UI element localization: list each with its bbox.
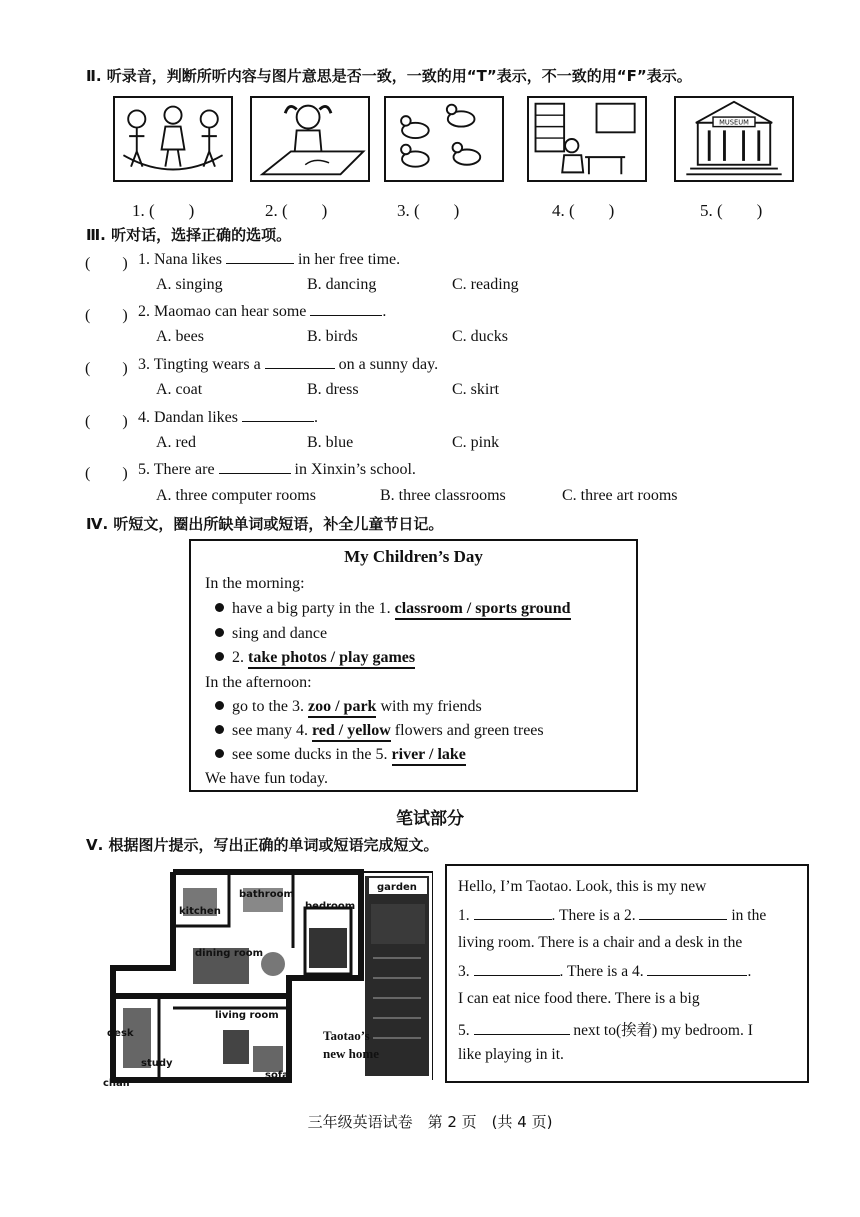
plan-label-kitchen: kitchen (179, 906, 221, 917)
q4-blank[interactable] (242, 408, 314, 422)
q2-blank[interactable] (310, 302, 382, 316)
q2-stem-a: 2. Maomao can hear some (138, 303, 307, 320)
answer-paren-1[interactable]: 1. ( ) (132, 201, 195, 220)
q5-blank[interactable] (219, 460, 291, 474)
plan-label-bathroom: bathroom (239, 889, 294, 900)
diary-closing: We have fun today. (205, 770, 328, 787)
diary-item-4 (215, 698, 482, 716)
answer-paren-3[interactable]: 3. ( ) (397, 201, 460, 220)
q5-stem-a: 5. There are (138, 461, 215, 478)
q5-option-c[interactable]: C. three art rooms (562, 487, 678, 504)
answer-paren-2[interactable]: 2. ( ) (265, 201, 328, 220)
diary-afternoon-heading: In the afternoon: (205, 674, 312, 691)
q2-stem-b: . (382, 303, 387, 320)
museum-sign-text: MUSEUM (719, 118, 749, 127)
plan-label-garden: garden (377, 882, 417, 893)
passage-line-5: I can eat nice food there. There is a big (458, 990, 700, 1007)
passage-line-6b: next to(挨着) my bedroom. I (573, 1022, 753, 1039)
plan-label-chair: chair (103, 1078, 132, 1089)
bullet-icon (215, 749, 224, 758)
passage-line-6 (458, 1018, 753, 1040)
plan-label-study: study (141, 1058, 173, 1069)
passage-line-7: like playing in it. (458, 1046, 564, 1063)
q4-stem (138, 408, 318, 427)
q4-option-a[interactable]: A. red (156, 434, 196, 451)
passage-line-2c: in the (731, 907, 767, 924)
diary-item-1 (215, 600, 571, 618)
diary-item-1-text: have a big party in the 1. (232, 600, 391, 617)
q2-option-a[interactable]: A. bees (156, 328, 204, 345)
q3-blank[interactable] (265, 355, 335, 369)
passage-blank-5[interactable] (474, 1021, 570, 1035)
q2-option-c[interactable]: C. ducks (452, 328, 508, 345)
q3-option-a[interactable]: A. coat (156, 381, 203, 398)
passage-blank-2[interactable] (639, 906, 727, 920)
passage-box (445, 864, 809, 1083)
diary-item-2 (215, 625, 327, 643)
q5-option-a[interactable]: A. three computer rooms (156, 487, 316, 504)
diary-item-5 (215, 722, 544, 740)
q4-option-c[interactable]: C. pink (452, 434, 500, 451)
diary-option-5[interactable]: river / lake (392, 746, 466, 766)
passage-line-3: living room. There is a chair and a desk in the (458, 934, 743, 951)
plan-caption-line1: Taotao’s (323, 1028, 370, 1043)
diary-option-3[interactable]: zoo / park (308, 698, 376, 718)
passage-blank-4[interactable] (647, 962, 747, 976)
floor-plan-image (103, 868, 433, 1090)
q1-paren[interactable]: ( ) (85, 255, 128, 272)
bullet-icon (215, 725, 224, 734)
diary-item-2-text: sing and dance (232, 625, 328, 642)
passage-line-1: Hello, I’m Taotao. Look, this is my new (458, 878, 707, 895)
bullet-icon (215, 628, 224, 637)
bullet-icon (215, 652, 224, 661)
section3-title: Ⅲ. 听对话，选择正确的选项。 (86, 226, 292, 244)
q3-option-c[interactable]: C. skirt (452, 381, 500, 398)
q3-stem (138, 355, 438, 374)
passage-line-2b: . There is a 2. (551, 907, 636, 924)
section5-title: Ⅴ. 根据图片提示，写出正确的单词或短语完成短文。 (86, 836, 439, 854)
plan-label-bedroom: bedroom (305, 901, 356, 912)
passage-blank-1[interactable] (474, 906, 552, 920)
diary-option-4[interactable]: red / yellow (312, 722, 391, 742)
diary-title: My Children’s Day (344, 547, 483, 566)
q4-paren[interactable]: ( ) (85, 413, 128, 430)
picture-kids-jump-rope (113, 96, 233, 182)
passage-blank-3[interactable] (474, 962, 560, 976)
q5-option-b[interactable]: B. three classrooms (380, 487, 506, 504)
diary-item-3 (215, 649, 415, 667)
q3-option-b[interactable]: B. dress (307, 381, 359, 398)
picture-ducks (384, 96, 504, 182)
diary-item-5-text: see many 4. (232, 722, 308, 739)
bullet-icon (215, 701, 224, 710)
section4-title: Ⅳ. 听短文，圈出所缺单词或短语，补全儿童节日记。 (86, 515, 444, 533)
q1-blank[interactable] (226, 250, 294, 264)
q3-stem-a: 3. Tingting wears a (138, 356, 261, 373)
plan-label-sofa: sofa (265, 1070, 289, 1081)
q5-stem (138, 460, 416, 479)
plan-label-desk: desk (107, 1028, 134, 1039)
q1-option-c[interactable]: C. reading (452, 276, 519, 293)
diary-item-6 (215, 746, 466, 764)
q1-stem (138, 250, 400, 269)
answer-paren-4[interactable]: 4. ( ) (552, 201, 615, 220)
diary-box (189, 539, 638, 792)
diary-morning-heading: In the morning: (205, 575, 305, 592)
passage-line-2a: 1. (458, 907, 470, 924)
plan-caption-line2: new home (323, 1046, 379, 1061)
page-footer: 三年级英语试卷 第 2 页 (共 4 页) (307, 1113, 553, 1131)
q1-stem-b: in her free time. (297, 251, 401, 268)
q3-stem-b: on a sunny day. (338, 356, 439, 373)
diary-item-4-text: go to the 3. (232, 698, 304, 715)
diary-item-4-post: with my friends (380, 698, 482, 715)
passage-line-4b: . There is a 4. (559, 963, 644, 980)
q1-stem-a: 1. Nana likes (138, 251, 222, 268)
passage-line-6a: 5. (458, 1022, 470, 1039)
picture-museum (674, 96, 794, 182)
picture-girl-drawing (250, 96, 370, 182)
q4-stem-b: . (313, 409, 318, 426)
q5-stem-b: in Xinxin’s school. (294, 461, 416, 478)
diary-item-3-text: 2. (232, 649, 244, 666)
diary-item-6-text: see some ducks in the 5. (232, 746, 388, 763)
passage-line-4a: 3. (458, 963, 470, 980)
passage-line-4c: . (747, 963, 752, 980)
diary-option-1[interactable]: classroom / sports ground (395, 600, 571, 620)
q4-option-b[interactable]: B. blue (307, 434, 354, 451)
q2-stem (138, 302, 386, 321)
answer-paren-5[interactable]: 5. ( ) (700, 201, 763, 220)
q1-option-b[interactable]: B. dancing (307, 276, 377, 293)
diary-item-5-post: flowers and green trees (394, 722, 544, 739)
q1-option-a[interactable]: A. singing (156, 276, 223, 293)
picture-library-reading (527, 96, 647, 182)
written-part-heading: 笔试部分 (396, 809, 464, 829)
q4-stem-a: 4. Dandan likes (138, 409, 238, 426)
passage-line-4 (458, 962, 751, 981)
section2-title: Ⅱ. 听录音，判断所听内容与图片意思是否一致，一致的用“T”表示，不一致的用“F”表示。 (86, 67, 692, 85)
q5-paren[interactable]: ( ) (85, 465, 128, 482)
plan-label-dining-room: dining room (195, 948, 263, 959)
passage-line-2 (458, 906, 766, 925)
q2-paren[interactable]: ( ) (85, 307, 128, 324)
plan-label-living-room: living room (215, 1010, 279, 1021)
bullet-icon (215, 603, 224, 612)
q3-paren[interactable]: ( ) (85, 360, 128, 377)
q2-option-b[interactable]: B. birds (307, 328, 358, 345)
diary-option-2[interactable]: take photos / play games (248, 649, 415, 669)
